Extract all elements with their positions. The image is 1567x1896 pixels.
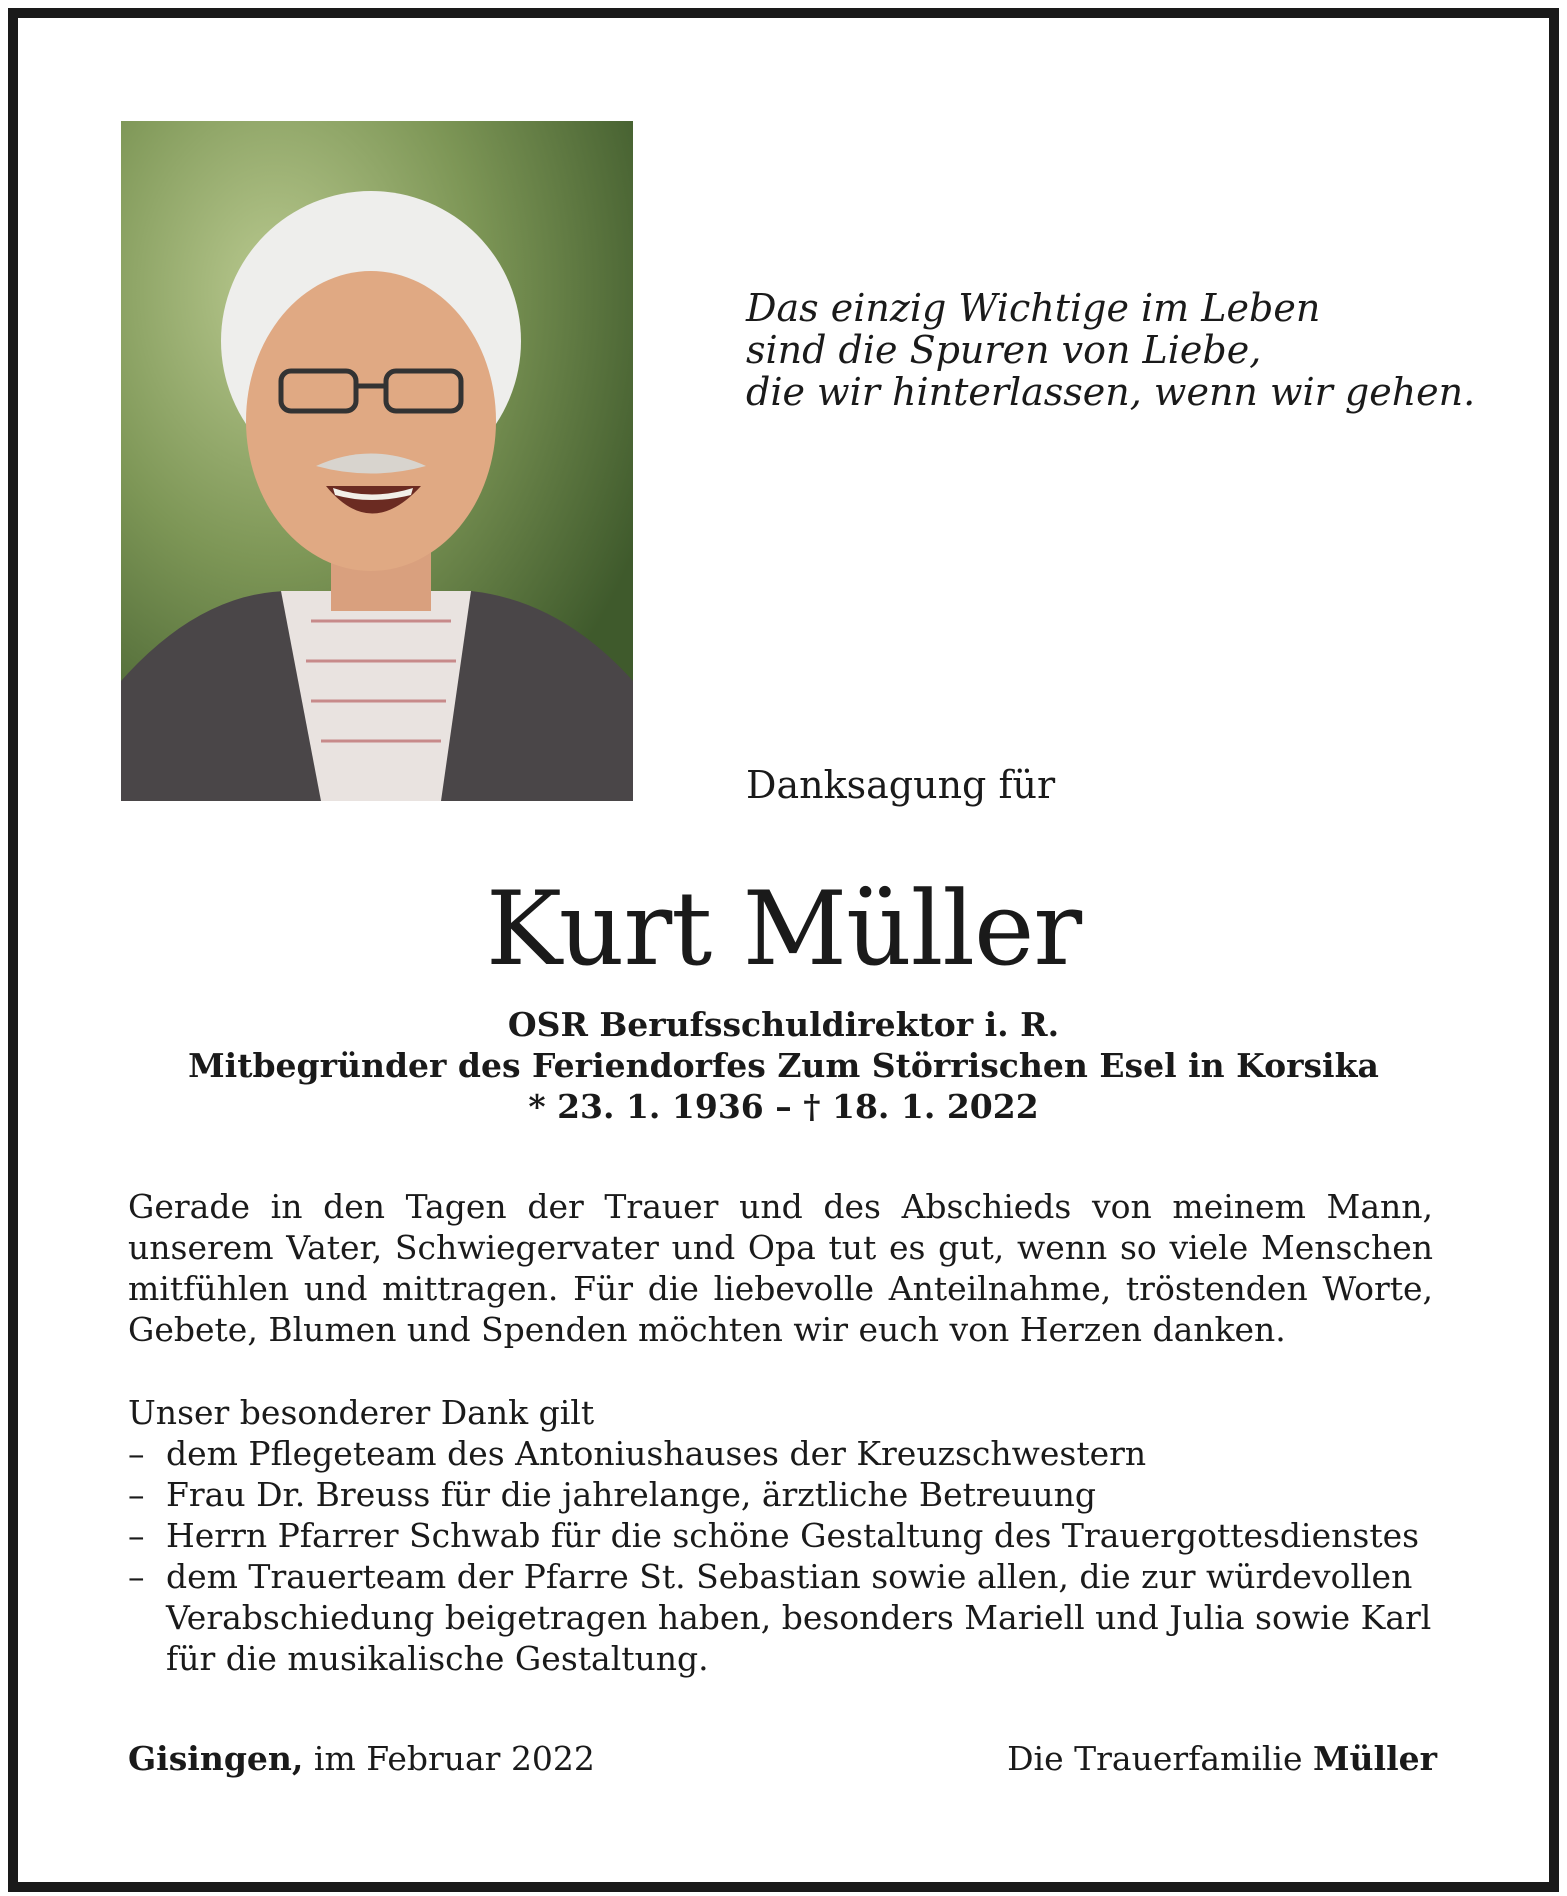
thank-you-paragraph: Gerade in den Tagen der Trauer und des Abschieds von meinem Mann, unserem Vater, Schwiegervater und Opa tut es gut, wenn so viele Menschen mitfühlen und mittragen. Für die liebevolle Anteilnahme, tröstenden Worte, Gebete, Blumen und Spenden möchten wir euch von Herzen danken.: [128, 1187, 1433, 1349]
family-name: Müller: [1313, 1739, 1437, 1778]
list-item: [128, 1556, 1438, 1679]
family-prefix: Die Trauerfamilie: [1007, 1739, 1303, 1778]
quote-line: die wir hinterlassen, wenn wir gehen.: [746, 370, 1476, 414]
deceased-title: OSR Berufsschuldirektor i. R.: [507, 1005, 1060, 1044]
thanks-list: [128, 1433, 1438, 1679]
list-item: [128, 1474, 1438, 1515]
place-date: [128, 1739, 595, 1778]
quote-line: sind die Spuren von Liebe,: [746, 328, 1262, 372]
list-item-text: Herrn Pfarrer Schwab für die schöne Gestaltung des Trauergottesdienstes: [166, 1516, 1420, 1555]
thanks-heading: Danksagung für: [746, 763, 1056, 807]
list-item-text: dem Pflegeteam des Antoniushauses der Kreuzschwestern: [166, 1434, 1147, 1473]
deceased-details: [0, 1004, 1567, 1127]
list-dash: –: [128, 1434, 145, 1473]
list-item-text: Frau Dr. Breuss für die jahrelange, ärztliche Betreuung: [166, 1475, 1097, 1514]
deceased-name: Kurt Müller: [485, 870, 1082, 989]
list-item-text: dem Trauerteam der Pfarre St. Sebastian sowie allen, die zur würdevollen Verabschiedung beigetragen haben, besonders Mariell und Julia sowie Karl für die musikalische Gestaltung.: [166, 1557, 1432, 1678]
deceased-dates: * 23. 1. 1936 – † 18. 1. 2022: [528, 1087, 1039, 1126]
list-item: [128, 1433, 1438, 1474]
date: im Februar 2022: [313, 1739, 595, 1778]
deceased-role: Mitbegründer des Feriendorfes Zum Störrischen Esel in Korsika: [188, 1046, 1379, 1085]
place: Gisingen,: [128, 1739, 304, 1778]
portrait-photo: [121, 121, 633, 801]
family-signature: [1007, 1739, 1437, 1778]
list-item: [128, 1515, 1438, 1556]
list-dash: –: [128, 1475, 145, 1514]
memorial-quote: [746, 287, 1475, 413]
quote-line: Das einzig Wichtige im Leben: [746, 286, 1321, 330]
list-dash: –: [128, 1557, 145, 1596]
list-dash: –: [128, 1516, 145, 1555]
thanks-intro: Unser besonderer Dank gilt: [128, 1393, 595, 1432]
